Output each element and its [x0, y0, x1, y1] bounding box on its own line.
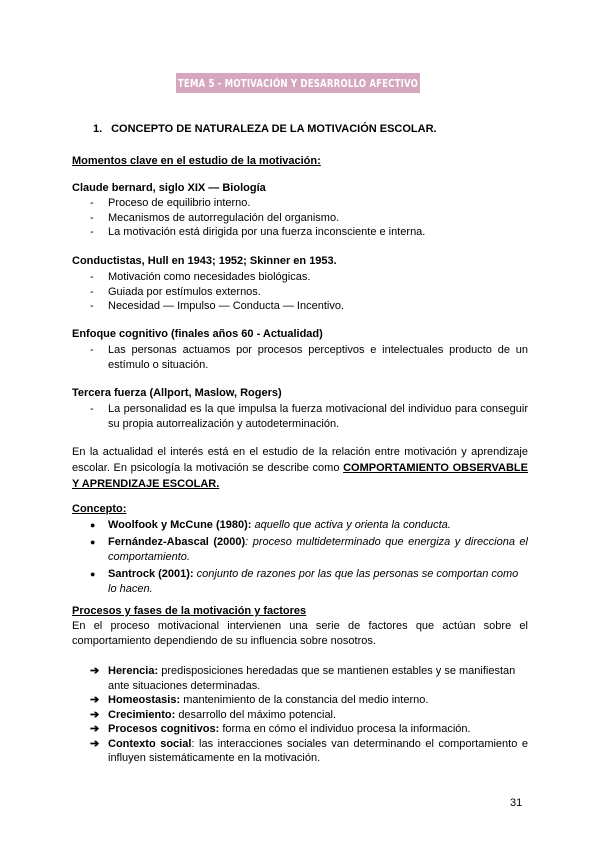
term: Herencia:: [108, 665, 159, 677]
section-number: 1.: [93, 123, 103, 135]
list-item: - Guiada por estímulos externos.: [90, 285, 344, 300]
concepto-heading: Concepto:: [72, 503, 127, 515]
list-item: - La motivación está dirigida por una fuerza inconsciente e interna.: [90, 225, 425, 240]
tercera-list: [90, 402, 528, 431]
conductistas-list: [90, 270, 344, 314]
list-item: - Las personas actuamos por procesos perceptivos e intelectuales producto de un estímulo o situación.: [90, 343, 528, 372]
list-item: - La personalidad es la que impulsa la fuerza motivacional del individuo para conseguir su propia autorrealización y autodeterminación.: [90, 402, 528, 431]
actualidad-text: En la actualidad el interés está en el estudio de la relación entre motivación y aprendizaje escolar. En psicología la motivación se describe como: [72, 446, 528, 474]
list-item: [90, 518, 528, 533]
section-title: CONCEPTO DE NATURALEZA DE LA MOTIVACIÓN ESCOLAR.: [111, 123, 437, 135]
conductistas-heading: Conductistas, Hull en 1943; 1952; Skinner en 1953.: [72, 255, 337, 267]
title-banner: [176, 73, 420, 93]
list-item: [90, 722, 528, 737]
bernard-list: [90, 196, 425, 240]
momentos-heading: Momentos clave en el estudio de la motivación:: [72, 155, 321, 167]
description: mantenimiento de la constancia del medio interno.: [183, 694, 429, 706]
list-item: [90, 708, 528, 723]
arrow-right-icon: ➔: [90, 694, 100, 706]
procesos-heading: Procesos y fases de la motivación y factores: [72, 605, 307, 617]
cognitivo-list: [90, 343, 528, 372]
procesos-list: [90, 664, 528, 766]
arrow-right-icon: ➔: [90, 737, 100, 750]
author: Fernández-Abascal (2000): [108, 536, 246, 548]
author: Santrock (2001):: [108, 568, 194, 580]
list-item: - Necesidad — Impulso — Conducta — Incentivo.: [90, 299, 344, 314]
definition: aquello que activa y orienta la conducta.: [254, 519, 451, 531]
definition: : proceso multideterminado que energiza y direcciona el comportamiento.: [108, 536, 528, 563]
list-item: [90, 567, 528, 597]
page-title: TEMA 5 - MOTIVACIÓN Y DESARROLLO AFECTIVO: [177, 76, 419, 90]
concepto-list: [90, 518, 528, 599]
description: desarrollo del máximo potencial.: [178, 708, 337, 721]
description: predisposiciones heredadas que se mantienen estables y se manifiestan ante situaciones determinadas.: [108, 665, 516, 692]
arrow-right-icon: ➔: [90, 665, 100, 677]
term: Crecimiento:: [108, 708, 176, 721]
term: Contexto social: [108, 737, 192, 750]
list-item: - Mecanismos de autorregulación del organismo.: [90, 211, 425, 226]
list-item: - Motivación como necesidades biológicas.: [90, 270, 344, 285]
procesos-intro: En el proceso motivacional intervienen una serie de factores que actúan sobre el comportamiento dependiendo de su influencia sobre nosotros.: [72, 620, 528, 647]
list-item: [90, 693, 528, 708]
tercera-heading: Tercera fuerza (Allport, Maslow, Rogers): [72, 387, 282, 399]
list-item: - Proceso de equilibrio interno.: [90, 196, 425, 211]
actualidad-emphasis: COMPORTAMIENTO OBSERVABLE Y APRENDIZAJE ESCOLAR.: [72, 462, 528, 490]
actualidad-paragraph: [72, 444, 528, 492]
list-item: [90, 535, 528, 565]
list-item: [90, 664, 528, 693]
description: forma en cómo el individuo procesa la información.: [222, 723, 471, 735]
section-heading: [93, 123, 437, 135]
arrow-right-icon: ➔: [90, 723, 100, 735]
definition: conjunto de razones por las que las personas se comportan como lo hacen.: [108, 568, 519, 595]
page-number: 31: [510, 797, 523, 809]
term: Homeostasis:: [108, 694, 181, 706]
author: Woolfook y McCune (1980):: [108, 519, 252, 531]
cognitivo-heading: Enfoque cognitivo (finales años 60 - Actualidad): [72, 328, 323, 340]
arrow-right-icon: ➔: [90, 708, 100, 721]
term: Procesos cognitivos:: [108, 723, 220, 735]
bernard-heading: Claude bernard, siglo XIX — Biología: [72, 182, 266, 194]
description: : las interacciones sociales van determinando el comportamiento e influyen sistemáticamente en la motivación.: [108, 737, 529, 764]
list-item: [90, 737, 528, 766]
